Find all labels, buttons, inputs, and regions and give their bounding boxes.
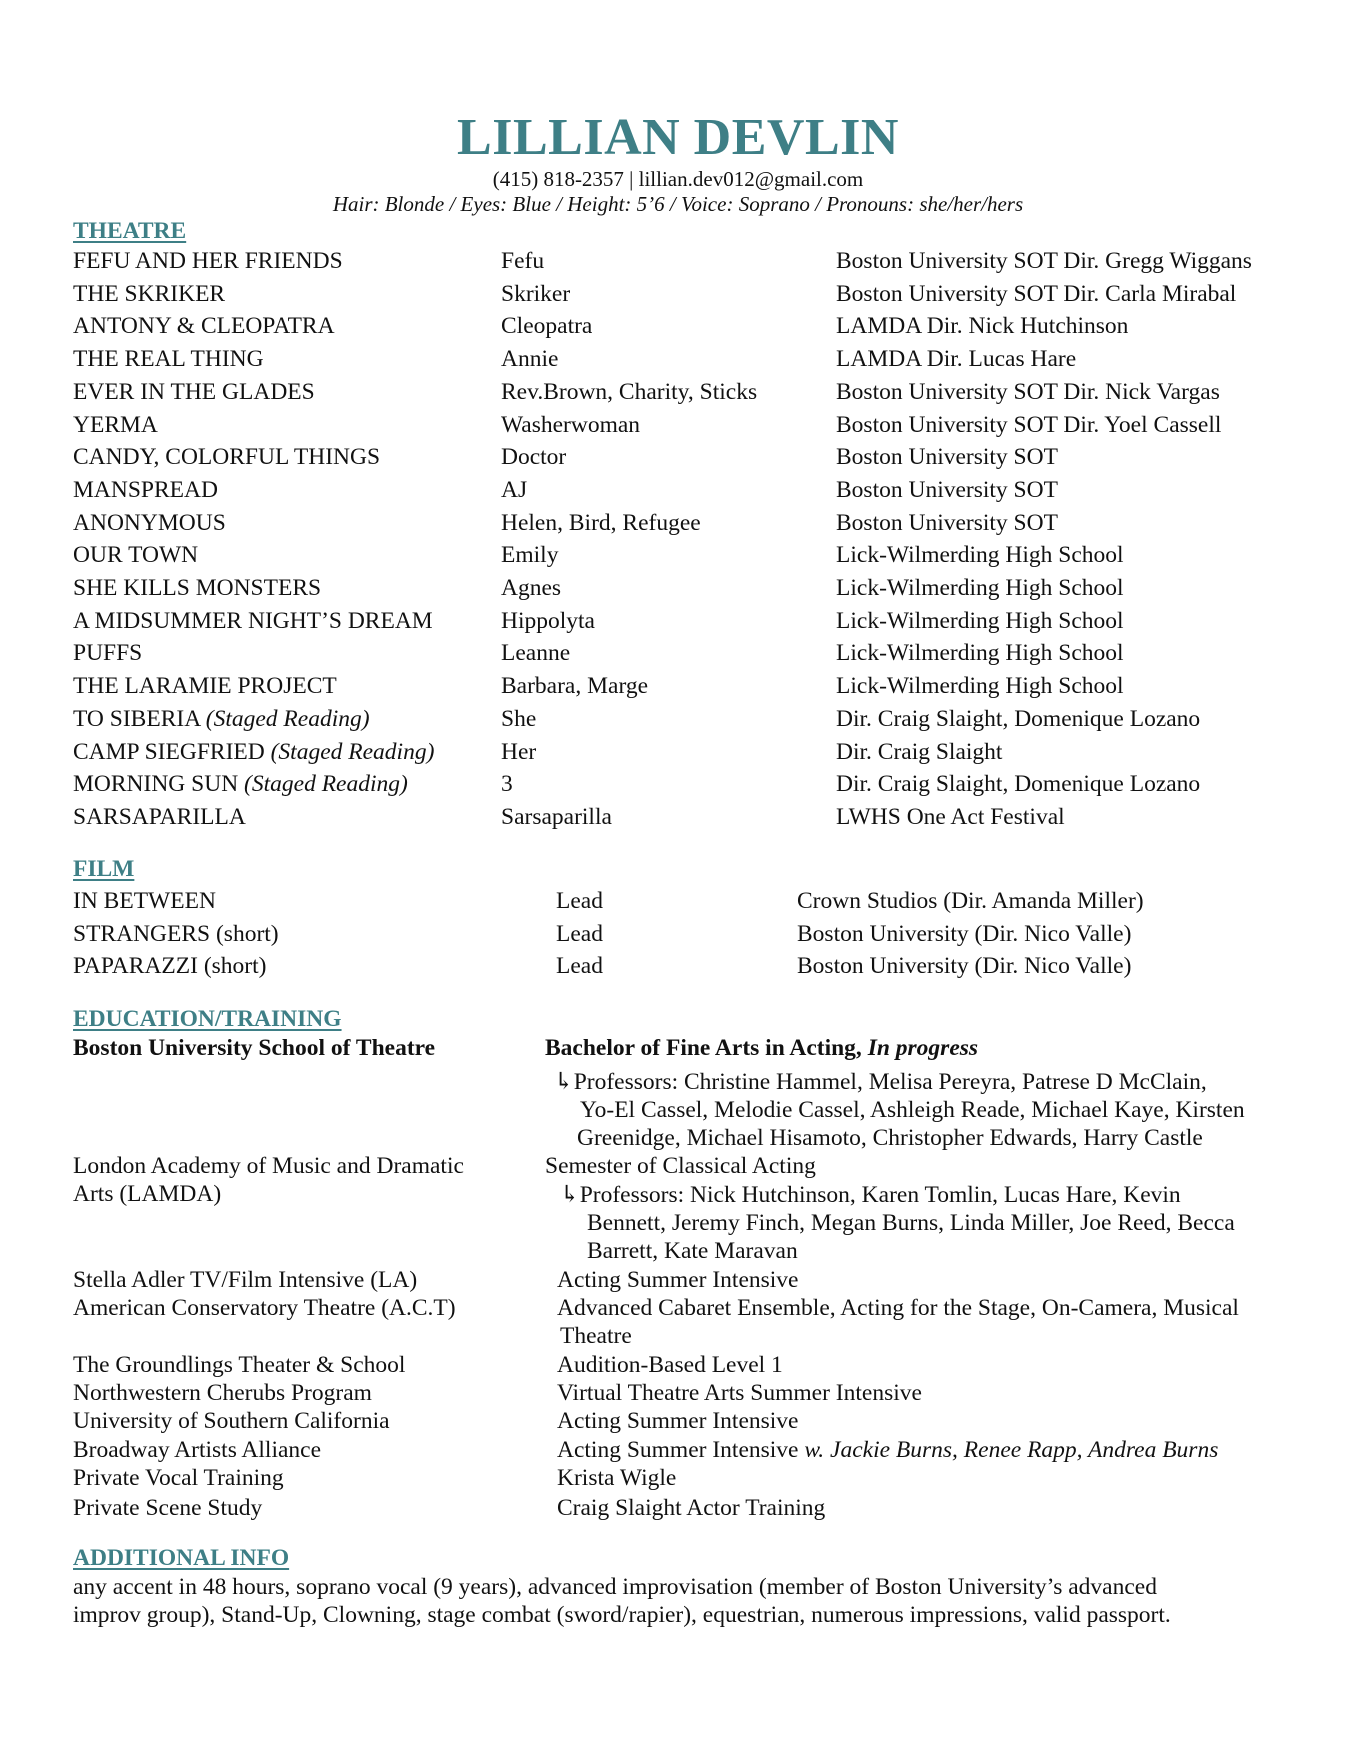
production-title — [73, 637, 142, 669]
production-title — [73, 343, 264, 375]
venue-director: Lick-Wilmerding High School — [836, 542, 1124, 569]
role-name: She — [501, 705, 537, 732]
additional-info-line-1: any accent in 48 hours, soprano vocal (9 years), advanced improvisation (member of Boston University’s advanced — [73, 1574, 1157, 1600]
studio-director: Boston University (Dir. Nico Valle) — [797, 920, 1132, 947]
training-school: University of Southern California — [73, 1408, 390, 1434]
training-program: Craig Slaight Actor Training — [557, 1495, 826, 1521]
production-title — [73, 409, 158, 441]
production-title-text: TO SIBERIA — [73, 705, 200, 732]
role-name: Cleopatra — [501, 313, 593, 340]
film-credit-row — [0, 885, 1356, 917]
training-school: Private Vocal Training — [73, 1465, 284, 1491]
role-name: 3 — [501, 771, 513, 798]
production-title-text: THE SKRIKER — [73, 280, 226, 307]
training-program: Acting Summer Intensive — [557, 1408, 799, 1434]
production-title — [73, 768, 408, 800]
role-name: Annie — [501, 346, 559, 373]
theatre-credit-row — [0, 637, 1356, 669]
production-title-text: YERMA — [73, 411, 158, 438]
role-name: Sarsaparilla — [501, 803, 612, 830]
venue-director: Boston University SOT Dir. Gregg Wiggans — [836, 248, 1252, 274]
theatre-credit-row — [0, 736, 1356, 768]
venue-director: Boston University SOT — [836, 444, 1058, 471]
production-title-text: SHE KILLS MONSTERS — [73, 575, 322, 601]
role-name: AJ — [501, 476, 528, 503]
venue-director: Lick-Wilmerding High School — [836, 640, 1124, 667]
venue-director: Dir. Craig Slaight, Domenique Lozano — [836, 771, 1201, 798]
production-title-text: FEFU AND HER FRIENDS — [73, 248, 343, 274]
production-title-text: THE REAL THING — [73, 346, 264, 373]
theatre-credit-row — [0, 768, 1356, 800]
lamda-professors-line-1: ↳Professors: Nick Hutchinson, Karen Tomlin, Lucas Hare, Kevin — [560, 1182, 1181, 1208]
production-note: (Staged Reading) — [270, 738, 435, 765]
production-title-text: ANONYMOUS — [73, 509, 226, 536]
training-program — [557, 1436, 1218, 1464]
production-title — [73, 245, 343, 277]
venue-director: Boston University SOT Dir. Carla Mirabal — [836, 280, 1237, 307]
venue-director: Boston University SOT — [836, 476, 1058, 503]
role-name: Agnes — [501, 575, 562, 601]
production-title-text: PUFFS — [73, 640, 143, 667]
theatre-credit-row — [0, 670, 1356, 702]
venue-director: Lick-Wilmerding High School — [836, 607, 1124, 634]
production-title-text: ANTONY & CLEOPATRA — [73, 313, 335, 340]
production-title — [73, 605, 433, 637]
film-title: IN BETWEEN — [73, 888, 216, 914]
production-title — [73, 736, 434, 768]
production-title-text: CAMP SIEGFRIED — [73, 738, 265, 765]
production-title — [73, 801, 246, 833]
role-name: Rev.Brown, Charity, Sticks — [501, 378, 758, 405]
physical-stats-line: Hair: Blonde / Eyes: Blue / Height: 5’6 / Voice: Soprano / Pronouns: she/her/hers — [332, 192, 1024, 216]
production-note: (Staged Reading) — [244, 771, 408, 798]
theatre-credit-row — [0, 409, 1356, 441]
theatre-credit-row — [0, 343, 1356, 375]
training-program: Audition-Based Level 1 — [557, 1352, 783, 1378]
theatre-credit-row — [0, 310, 1356, 342]
theatre-heading: THEATRE — [73, 218, 187, 244]
bu-degree — [545, 1034, 978, 1062]
production-title — [73, 539, 198, 571]
role-name: Leanne — [501, 640, 571, 667]
training-school: Northwestern Cherubs Program — [73, 1380, 372, 1406]
theatre-credit-row — [0, 801, 1356, 833]
venue-director: LAMDA Dir. Nick Hutchinson — [836, 313, 1129, 340]
training-school: Stella Adler TV/Film Intensive (LA) — [73, 1267, 418, 1293]
venue-director: Boston University SOT — [836, 509, 1058, 536]
theatre-credit-row — [0, 474, 1356, 506]
production-title — [73, 703, 370, 735]
theatre-credit-row — [0, 572, 1356, 604]
studio-director: Crown Studios (Dir. Amanda Miller) — [797, 888, 1144, 914]
training-program-note: w. Jackie Burns, Renee Rapp, Andrea Burns — [804, 1437, 1219, 1463]
film-heading: FILM — [73, 856, 135, 882]
theatre-credit-row — [0, 507, 1356, 539]
venue-director: Dir. Craig Slaight, Domenique Lozano — [836, 705, 1201, 732]
theatre-credit-row — [0, 245, 1356, 277]
training-school: Private Scene Study — [73, 1495, 263, 1521]
training-program: Krista Wigle — [557, 1465, 677, 1491]
film-credit-row — [0, 918, 1356, 950]
production-title — [73, 507, 226, 539]
training-school: The Groundlings Theater & School — [73, 1352, 406, 1378]
production-title — [73, 670, 337, 702]
training-program: Virtual Theatre Arts Summer Intensive — [557, 1380, 922, 1406]
bu-professors-line-1: ↳Professors: Christine Hammel, Melisa Pereyra, Patrese D McClain, — [554, 1069, 1207, 1095]
role-name: Washerwoman — [501, 411, 641, 438]
training-program-continued: Theatre — [560, 1323, 632, 1349]
venue-director: Dir. Craig Slaight — [836, 738, 1003, 765]
role-name: Emily — [501, 542, 559, 569]
role-name: Barbara, Marge — [501, 673, 649, 700]
additional-info-line-2: improv group), Stand-Up, Clowning, stage combat (sword/rapier), equestrian, numerous impressions, valid passport. — [73, 1602, 1171, 1628]
training-school: American Conservatory Theatre (A.C.T) — [73, 1295, 456, 1321]
production-title — [73, 474, 218, 506]
film-title: PAPARAZZI (short) — [73, 953, 267, 980]
production-title — [73, 310, 335, 342]
bu-school: Boston University School of Theatre — [73, 1035, 436, 1061]
lamda-school-line-2: Arts (LAMDA) — [73, 1181, 222, 1207]
venue-director: LWHS One Act Festival — [836, 803, 1065, 830]
training-program-name: Acting Summer Intensive — [557, 1437, 799, 1463]
bu-professors-line-3: Greenidge, Michael Hisamoto, Christopher Edwards, Harry Castle — [577, 1125, 1203, 1151]
theatre-credit-row — [0, 703, 1356, 735]
venue-director: Boston University SOT Dir. Nick Vargas — [836, 378, 1220, 405]
production-title-text: CANDY, COLORFUL THINGS — [73, 444, 381, 471]
venue-director: Lick-Wilmerding High School — [836, 673, 1124, 700]
production-title — [73, 441, 380, 473]
role-name: Fefu — [501, 248, 545, 274]
training-program: Advanced Cabaret Ensemble, Acting for the Stage, On-Camera, Musical — [557, 1295, 1239, 1321]
role-name: Helen, Bird, Refugee — [501, 509, 701, 536]
lamda-professors-line-2: Bennett, Jeremy Finch, Megan Burns, Linda Miller, Joe Reed, Becca — [587, 1210, 1235, 1236]
role-name: Skriker — [501, 280, 571, 307]
venue-director: Lick-Wilmerding High School — [836, 575, 1124, 601]
studio-director: Boston University (Dir. Nico Valle) — [797, 953, 1132, 980]
film-title: STRANGERS (short) — [73, 920, 279, 947]
production-title-text: A MIDSUMMER NIGHT’S DREAM — [73, 607, 433, 634]
theatre-credit-row — [0, 441, 1356, 473]
theatre-credit-row — [0, 605, 1356, 637]
lamda-program: Semester of Classical Acting — [545, 1153, 816, 1179]
training-program: Acting Summer Intensive — [557, 1267, 799, 1293]
production-title-text: MANSPREAD — [73, 476, 218, 503]
lamda-professors-line-3: Barrett, Kate Maravan — [587, 1238, 798, 1264]
production-note: (Staged Reading) — [205, 705, 370, 732]
education-heading: EDUCATION/TRAINING — [73, 1006, 342, 1032]
role-name: Lead — [556, 953, 603, 980]
production-title — [73, 376, 315, 408]
role-name: Lead — [556, 888, 603, 914]
production-title-text: OUR TOWN — [73, 542, 199, 569]
production-title-text: MORNING SUN — [73, 771, 239, 798]
training-school: Broadway Artists Alliance — [73, 1437, 322, 1463]
production-title — [73, 572, 321, 604]
resume-name: LILLIAN DEVLIN — [457, 109, 899, 166]
bu-professors-line-2: Yo-El Cassel, Melodie Cassel, Ashleigh Reade, Michael Kaye, Kirsten — [580, 1097, 1245, 1123]
theatre-credit-row — [0, 278, 1356, 310]
film-credit-row — [0, 950, 1356, 982]
role-name: Her — [501, 738, 537, 765]
role-name: Doctor — [501, 444, 567, 471]
role-name: Lead — [556, 920, 603, 947]
bu-degree-name: Bachelor of Fine Arts in Acting, — [545, 1035, 862, 1061]
production-title-text: SARSAPARILLA — [73, 803, 246, 830]
theatre-credit-row — [0, 376, 1356, 408]
venue-director: Boston University SOT Dir. Yoel Cassell — [836, 411, 1222, 438]
lamda-school-line-1: London Academy of Music and Dramatic — [73, 1153, 464, 1179]
production-title-text: EVER IN THE GLADES — [73, 378, 315, 405]
venue-director: LAMDA Dir. Lucas Hare — [836, 346, 1077, 373]
additional-info-heading: ADDITIONAL INFO — [73, 1545, 290, 1571]
bu-degree-status: In progress — [867, 1035, 979, 1061]
theatre-credit-row — [0, 539, 1356, 571]
contact-line: (415) 818-2357 | lillian.dev012@gmail.com — [492, 167, 864, 191]
production-title-text: THE LARAMIE PROJECT — [73, 673, 337, 700]
production-title — [73, 278, 225, 310]
role-name: Hippolyta — [501, 607, 595, 634]
